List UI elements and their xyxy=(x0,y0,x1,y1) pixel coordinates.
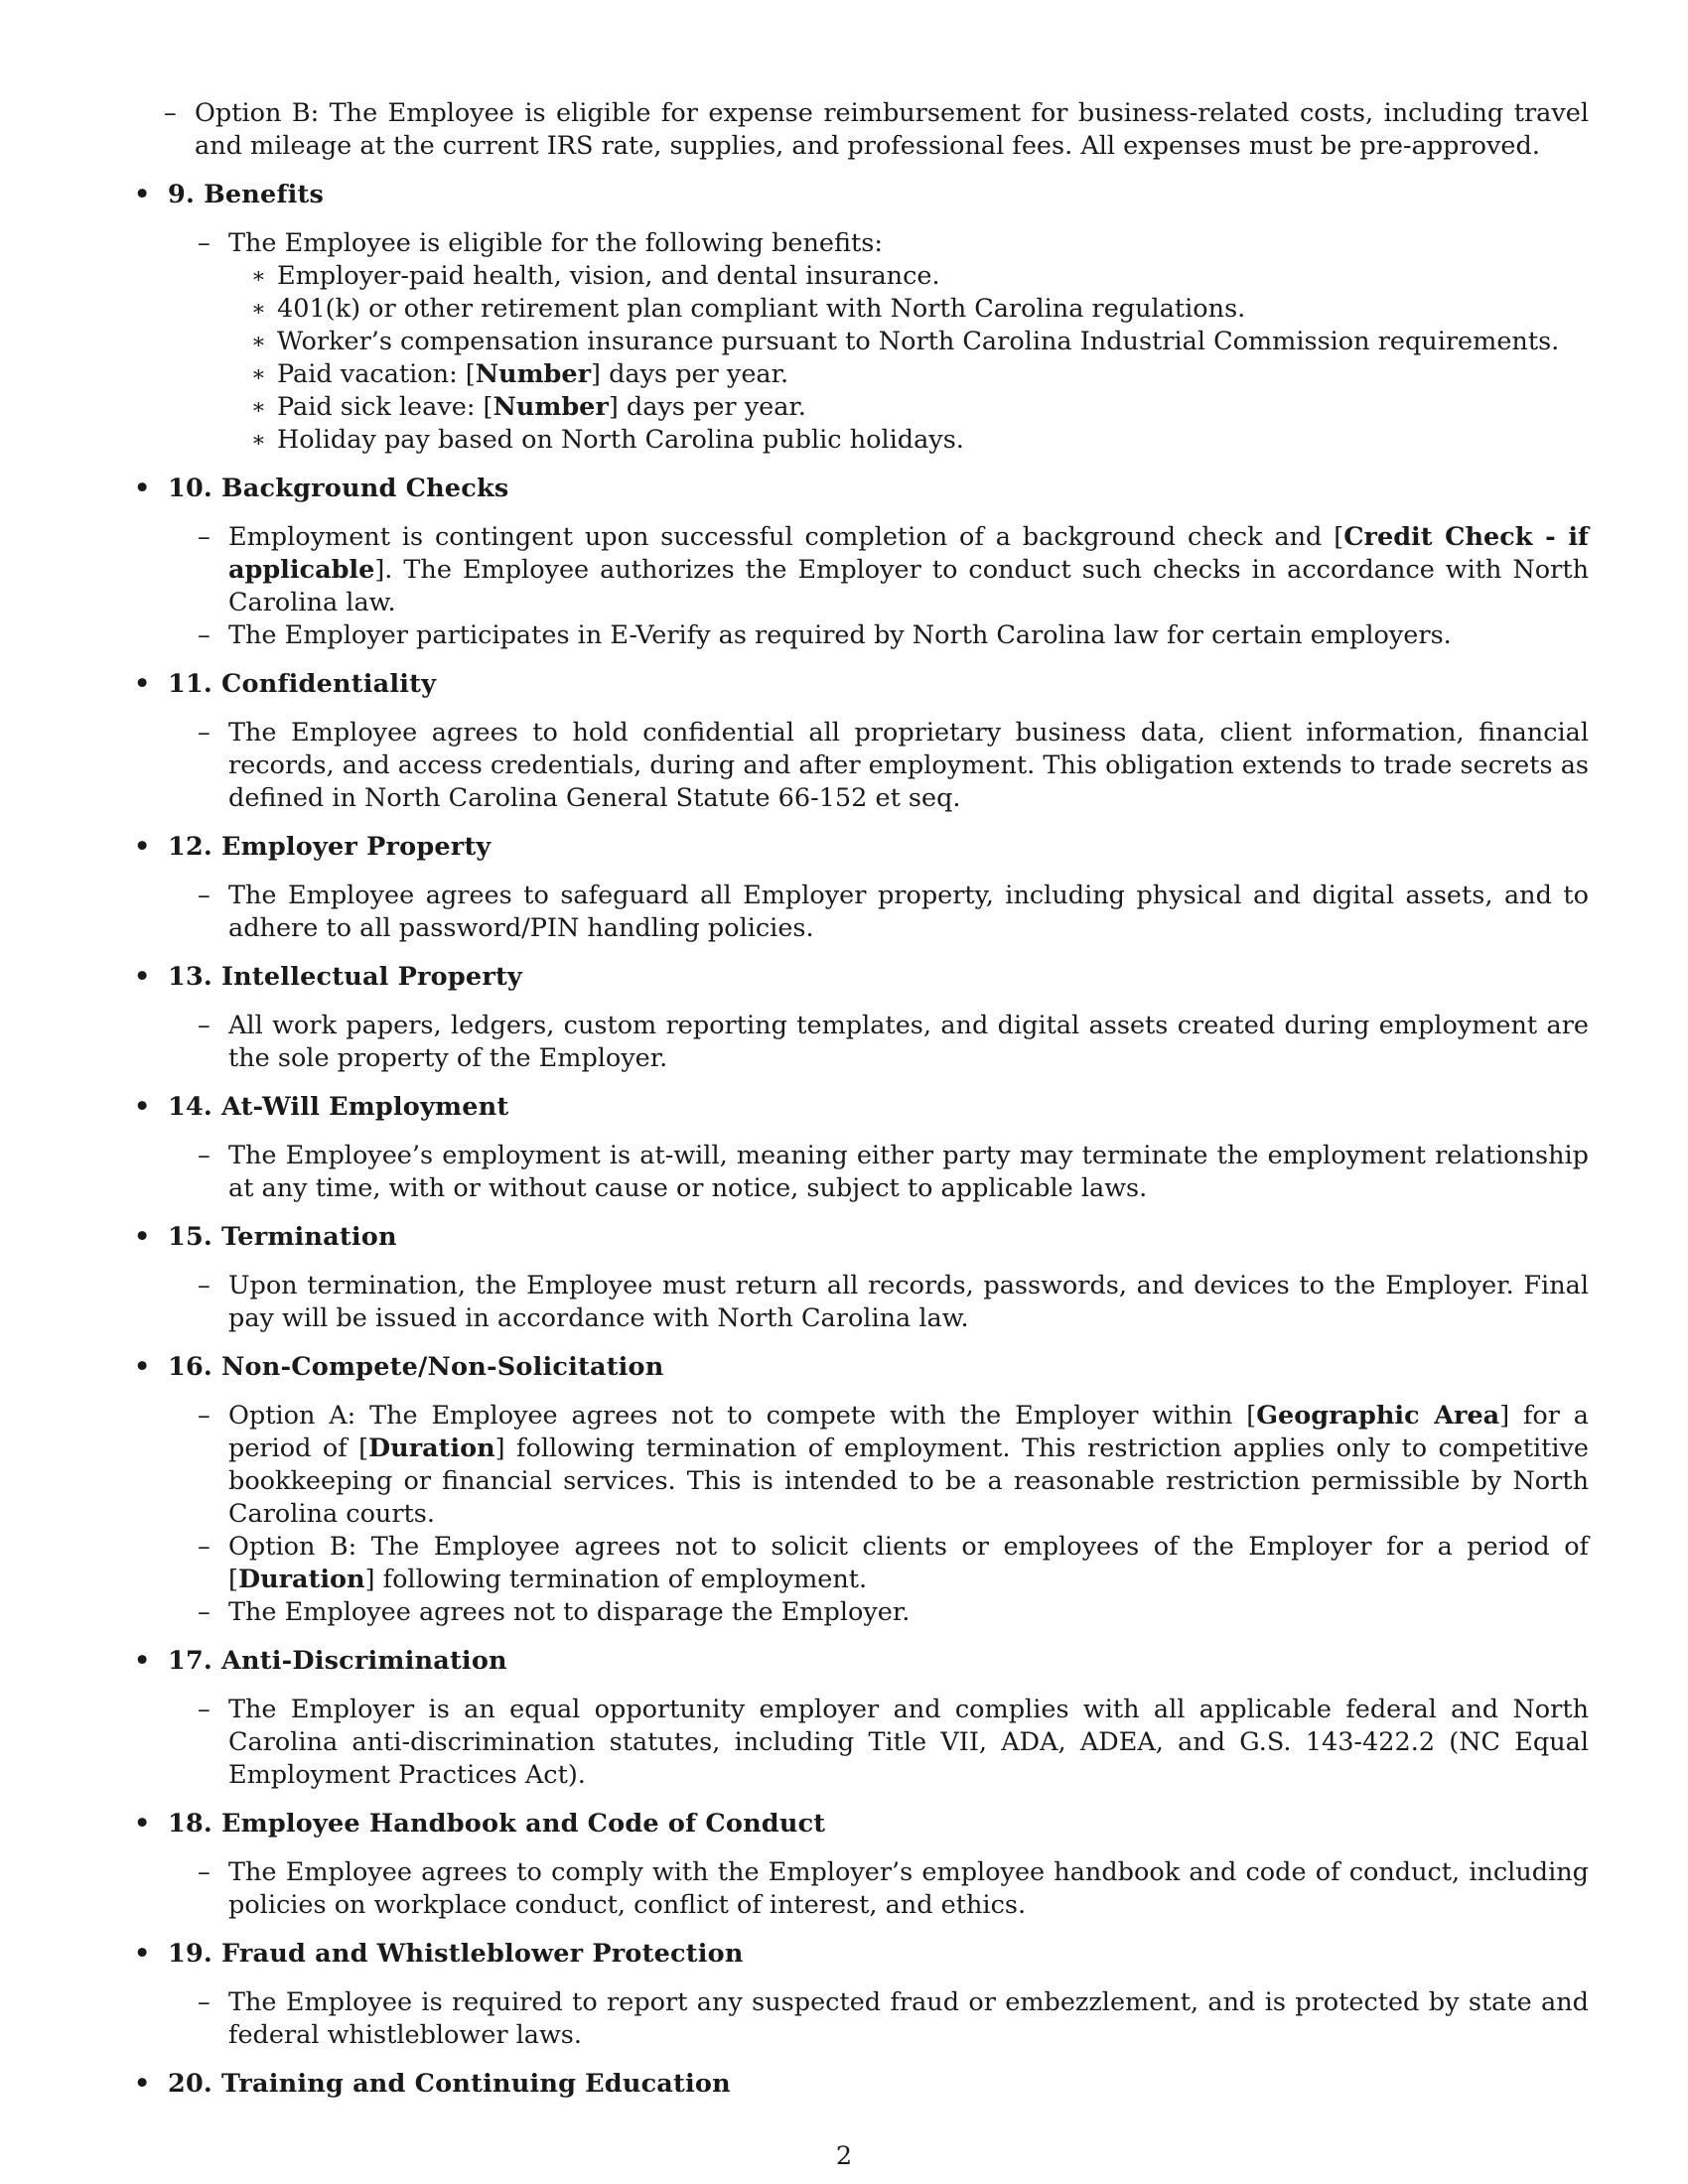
page-number: 2 xyxy=(835,2141,853,2171)
section-17-anti-discrimination xyxy=(134,1645,1589,1792)
asterisk-bullet: ∗ xyxy=(251,330,266,354)
asterisk-bullet: ∗ xyxy=(251,428,266,453)
list-item: – The Employee is eligible for the following benefits: xyxy=(198,228,883,258)
section-title: 13. Intellectual Property xyxy=(168,962,522,992)
list-item: – Option B: The Employee is eligible for expense reimbursement for business-related costs, including travel and mileage at the current IRS rate, supplies, and professional fees. All expenses must be pre-approved. xyxy=(164,98,1589,161)
bullet: • xyxy=(134,180,151,209)
dash-bullet: – xyxy=(198,620,211,650)
bullet: • xyxy=(134,1939,151,1969)
section-19-fraud-whistleblower xyxy=(134,1938,1589,2052)
placeholder-field: Number xyxy=(475,359,592,389)
sub-list-item: ∗ Holiday pay based on North Carolina public holidays. xyxy=(251,425,964,455)
section-16-non-compete xyxy=(134,1351,1589,1629)
bullet: • xyxy=(134,832,151,862)
dash-bullet: – xyxy=(198,1141,211,1170)
dash-bullet: – xyxy=(164,98,177,128)
section-title: 14. At-Will Employment xyxy=(168,1092,509,1122)
section-9-benefits xyxy=(134,179,1589,457)
sub-list-item: ∗ Worker’s compensation insurance pursuant to North Carolina Industrial Commission requirements. xyxy=(251,327,1560,356)
section-title: 19. Fraud and Whistleblower Protection xyxy=(168,1939,744,1969)
section-8-continuation xyxy=(134,97,1589,163)
list-item: – Employment is contingent upon successful completion of a background check and [Credit Check - if applicable]. The Employee authorizes the Employer to conduct such checks in accordance with North Carolina law. xyxy=(198,522,1589,617)
dash-bullet: – xyxy=(198,1532,211,1562)
bullet: • xyxy=(134,1352,151,1382)
bullet: • xyxy=(134,669,151,699)
list-item: – The Employee’s employment is at-will, meaning either party may terminate the employment relationship at any time, with or without cause or notice, subject to applicable laws. xyxy=(198,1141,1589,1203)
section-15-termination xyxy=(134,1221,1589,1335)
section-14-at-will-employment xyxy=(134,1091,1589,1205)
list-item: – Option B: The Employee agrees not to solicit clients or employees of the Employer for a period of [Duration] following termination of employment. xyxy=(198,1532,1589,1594)
dash-bullet: – xyxy=(198,1597,211,1627)
list-item: – The Employer participates in E-Verify as required by North Carolina law for certain employers. xyxy=(198,620,1452,650)
list-item: – The Employee agrees to hold confidential all proprietary business data, client information, financial records, and access credentials, during and after employment. This obligation extends to trade secrets as defined in North Carolina General Statute 66-152 et seq. xyxy=(198,718,1589,813)
placeholder-field: Credit Check - if applicable xyxy=(228,522,1589,585)
dash-bullet: – xyxy=(198,1401,211,1431)
bullet: • xyxy=(134,1646,151,1676)
dash-bullet: – xyxy=(198,1987,211,2017)
dash-bullet: – xyxy=(198,1271,211,1300)
list-item: – The Employer is an equal opportunity employer and complies with all applicable federal and North Carolina anti-discrimination statutes, including Title VII, ADA, ADEA, and G.S. 143-422.2 (NC Equal Employment Practices Act). xyxy=(198,1695,1589,1790)
dash-bullet: – xyxy=(198,718,211,748)
section-title: 15. Termination xyxy=(168,1222,397,1252)
section-11-confidentiality xyxy=(134,668,1589,815)
list-item: – All work papers, ledgers, custom reporting templates, and digital assets created during employment are the sole property of the Employer. xyxy=(198,1011,1589,1073)
list-item: – The Employee is required to report any suspected fraud or embezzlement, and is protected by state and federal whistleblower laws. xyxy=(198,1987,1589,2050)
section-title: 20. Training and Continuing Education xyxy=(168,2069,731,2099)
section-title: 12. Employer Property xyxy=(168,832,492,862)
sub-list-item: ∗ Employer-paid health, vision, and dental insurance. xyxy=(251,261,940,291)
list-item: – The Employee agrees to comply with the Employer’s employee handbook and code of conduct, including policies on workplace conduct, conflict of interest, and ethics. xyxy=(198,1857,1589,1920)
list-item: – The Employee agrees to safeguard all Employer property, including physical and digital assets, and to adhere to all password/PIN handling policies. xyxy=(198,881,1589,943)
list-item: – Option A: The Employee agrees not to compete with the Employer within [Geographic Area] for a period of [Duration] following termination of employment. This restriction applies only to competitive bookkeeping or financial services. This is intended to be a reasonable restriction permissible by North Carolina courts. xyxy=(198,1401,1590,1529)
asterisk-bullet: ∗ xyxy=(251,395,266,420)
sub-list-item: ∗ Paid sick leave: [Number] days per year. xyxy=(251,392,806,422)
bullet: • xyxy=(134,1222,151,1252)
bullet: • xyxy=(134,474,151,503)
section-10-background-checks xyxy=(134,473,1589,652)
section-title: 9. Benefits xyxy=(168,180,325,209)
dash-bullet: – xyxy=(198,881,211,910)
section-20-training xyxy=(134,2068,1589,2101)
placeholder-field: Duration xyxy=(368,1433,495,1463)
sub-list-item: ∗ 401(k) or other retirement plan compliant with North Carolina regulations. xyxy=(251,294,1246,324)
section-18-employee-handbook xyxy=(134,1808,1589,1922)
dash-bullet: – xyxy=(198,228,211,258)
dash-bullet: – xyxy=(198,1695,211,1724)
bullet: • xyxy=(134,1092,151,1122)
placeholder-field: Duration xyxy=(237,1565,365,1594)
section-12-employer-property xyxy=(134,831,1589,945)
section-title: 10. Background Checks xyxy=(168,474,509,503)
section-title: 17. Anti-Discrimination xyxy=(168,1646,507,1676)
section-13-intellectual-property xyxy=(134,961,1589,1075)
asterisk-bullet: ∗ xyxy=(251,362,266,387)
dash-bullet: – xyxy=(198,522,211,552)
bullet: • xyxy=(134,2069,151,2099)
section-title: 18. Employee Handbook and Code of Conduct xyxy=(168,1809,826,1839)
placeholder-field: Number xyxy=(492,392,609,422)
section-title: 16. Non-Compete/Non-Solicitation xyxy=(168,1352,664,1382)
dash-bullet: – xyxy=(198,1857,211,1887)
list-item: – Upon termination, the Employee must return all records, passwords, and devices to the Employer. Final pay will be issued in accordance with North Carolina law. xyxy=(198,1271,1589,1333)
sub-list-item: ∗ Paid vacation: [Number] days per year. xyxy=(251,359,789,389)
placeholder-field: Geographic Area xyxy=(1256,1401,1500,1431)
bullet: • xyxy=(134,962,151,992)
bullet: • xyxy=(134,1809,151,1839)
list-item: – The Employee agrees not to disparage the Employer. xyxy=(198,1597,911,1627)
section-title: 11. Confidentiality xyxy=(168,669,437,699)
asterisk-bullet: ∗ xyxy=(251,297,266,322)
document-body xyxy=(134,97,1589,2116)
dash-bullet: – xyxy=(198,1011,211,1040)
asterisk-bullet: ∗ xyxy=(251,264,266,289)
